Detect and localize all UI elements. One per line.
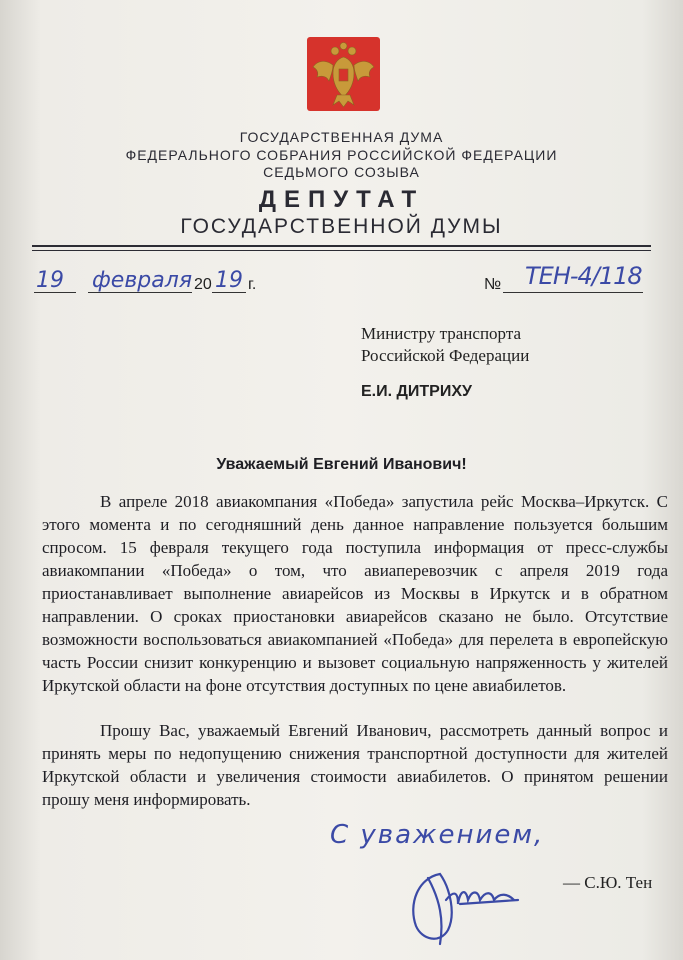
number-label: № (484, 276, 502, 293)
header-line-duma: ГОСУДАРСТВЕННАЯ ДУМА (239, 129, 444, 145)
addressee-position: Министру транспорта (361, 324, 521, 343)
header-line-convocation: СЕДЬМОГО СОЗЫВА (263, 164, 420, 180)
number-underline (503, 292, 643, 293)
header-title: ДЕПУТАТ (258, 186, 425, 213)
header-subtitle: ГОСУДАРСТВЕННОЙ ДУМЫ (180, 215, 503, 238)
addressee-name: Е.И. ДИТРИХУ (361, 383, 472, 400)
signature-name (563, 873, 652, 893)
closing-handwritten: С уважением, (330, 820, 545, 850)
date-year-unit: г. (248, 276, 257, 293)
signature-dash: — (563, 873, 580, 892)
header-line-assembly: ФЕДЕРАЛЬНОГО СОБРАНИЯ РОССИЙСКОЙ ФЕДЕРАЦИИ (125, 147, 558, 163)
coat-of-arms-icon (307, 37, 380, 111)
document-number: ТЕН-4/118 (525, 262, 642, 290)
greeting: Уважаемый Евгений Иванович! (216, 456, 467, 473)
date-year-suffix: 19 (215, 268, 243, 293)
body-paragraph: Прошу Вас, уважаемый Евгений Иванович, рассмотреть данный вопрос и принять меры по недопущению снижения транспортной доступности для жителей Иркутской области и увеличения стоимости авиабилетов. О принятом решении прошу меня информировать. (42, 721, 668, 809)
handwritten-signature (400, 860, 540, 950)
header-divider-thin (32, 250, 651, 251)
signer-name: С.Ю. Тен (584, 873, 653, 892)
header-divider (32, 245, 651, 247)
date-year-prefix: 20 (194, 276, 212, 293)
date-month: февраля (92, 268, 193, 293)
addressee-country: Российской Федерации (361, 346, 530, 365)
date-day: 19 (36, 268, 64, 293)
body-paragraph: В апреле 2018 авиакомпания «Победа» запустила рейс Москва–Иркутск. С этого момента и по сегодняшний день данное направление пользуется большим спросом. 15 февраля текущего года поступила информация от пресс-службы авиакомпании «Победа» о том, что авиаперевозчик с апреля 2019 года приостанавливает выполнение авиарейсов из Москвы в Иркутск и в обратном направлении. О сроках приостановки авиарейсов сказано не было. Отсутствие возможности воспользоваться авиакомпанией «Победа» для перелета в европейскую часть России снизит конкуренцию и вызовет социальную напряженность у жителей Иркутской области на фоне отсутствия доступных по цене авиабилетов. (42, 492, 668, 695)
